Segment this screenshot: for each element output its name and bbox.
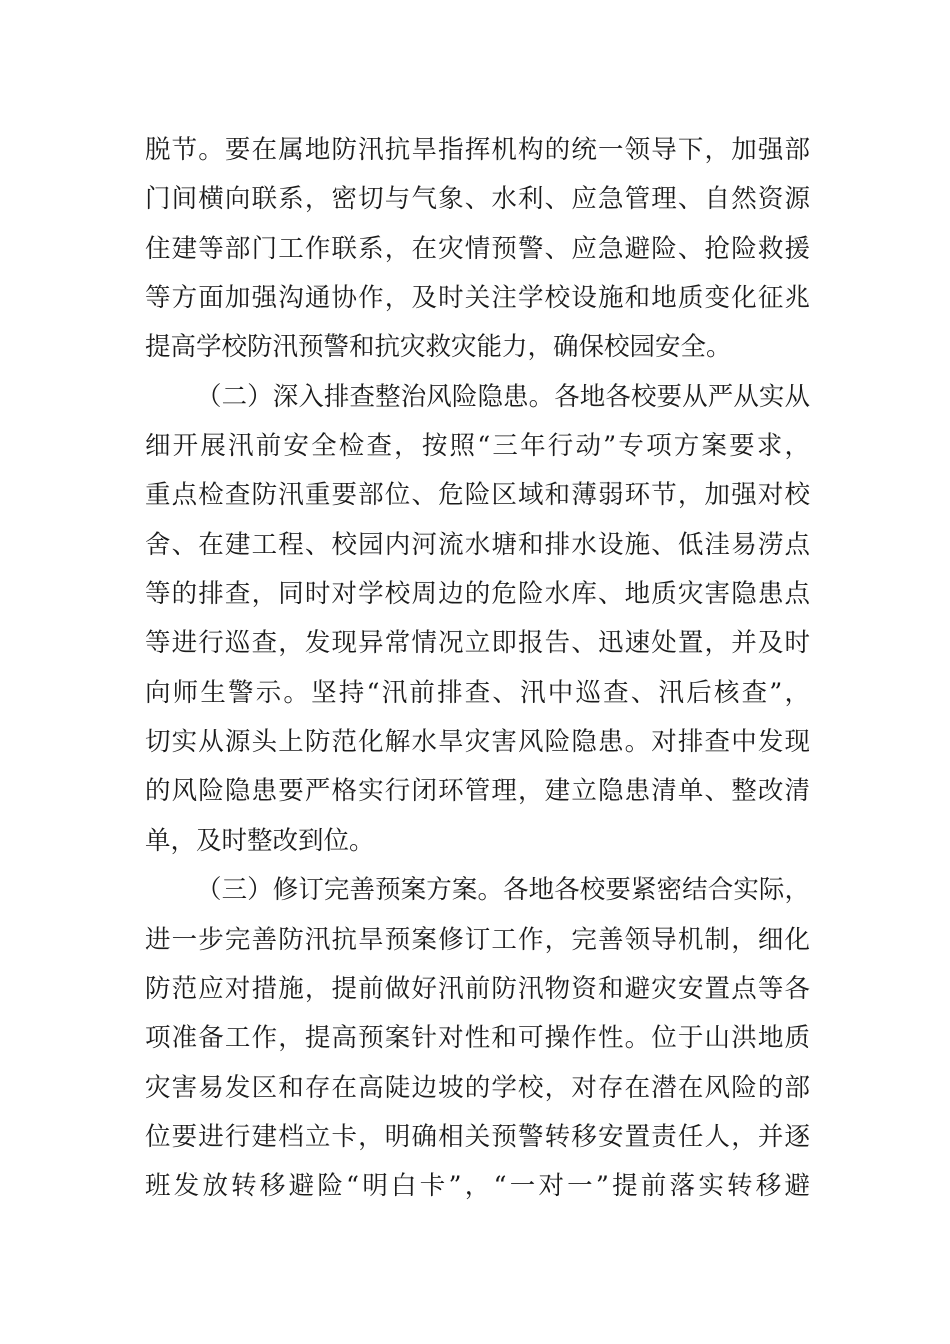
text-line: 住建等部门工作联系，在灾情预警、应急避险、抢险救援: [145, 233, 810, 264]
text-line: 的风险隐患要严格实行闭环管理，建立隐患清单、整改清: [145, 776, 810, 807]
text-line: 门间横向联系，密切与气象、水利、应急管理、自然资源: [145, 184, 810, 215]
text-line: 等进行巡查，发现异常情况立即报告、迅速处置，并及时: [145, 628, 810, 659]
text-line: 细开展汛前安全检查，按照“三年行动”专项方案要求，: [145, 431, 810, 462]
text-line: 进一步完善防汛抗旱预案修订工作，完善领导机制，细化: [145, 924, 810, 955]
text-line: 防范应对措施，提前做好汛前防汛物资和避灾安置点等各: [145, 973, 810, 1004]
text-line: 等的排查，同时对学校周边的危险水库、地质灾害隐患点: [145, 579, 810, 610]
text-line: 班发放转移避险“明白卡”，“一对一”提前落实转移避: [145, 1171, 810, 1202]
text-line: 灾害易发区和存在高陡边坡的学校，对存在潜在风险的部: [145, 1072, 810, 1103]
text-line: 切实从源头上防范化解水旱灾害风险隐患。对排查中发现: [145, 727, 810, 758]
text-line: 舍、在建工程、校园内河流水塘和排水设施、低洼易涝点: [145, 529, 810, 560]
text-line: 向师生警示。坚持“汛前排查、汛中巡查、汛后核查”，: [145, 677, 810, 708]
text-line: 等方面加强沟通协作，及时关注学校设施和地质变化征兆: [145, 283, 810, 314]
body-text: [145, 126, 810, 1212]
text-line: 单，及时整改到位。: [145, 825, 375, 856]
text-line: 位要进行建档立卡，明确相关预警转移安置责任人，并逐: [145, 1121, 810, 1152]
text-line: （三）修订完善预案方案。各地各校要紧密结合实际，: [196, 875, 810, 906]
text-line: （二）深入排查整治风险隐患。各地各校要从严从实从: [196, 381, 810, 412]
text-line: 脱节。要在属地防汛抗旱指挥机构的统一领导下，加强部: [145, 135, 810, 165]
text-line: 项准备工作，提高预案针对性和可操作性。位于山洪地质: [145, 1023, 810, 1054]
text-line: 提高学校防汛预警和抗灾救灾能力，确保校园安全。: [145, 332, 732, 363]
text-line: 重点检查防汛重要部位、危险区域和薄弱环节，加强对校: [145, 480, 810, 511]
